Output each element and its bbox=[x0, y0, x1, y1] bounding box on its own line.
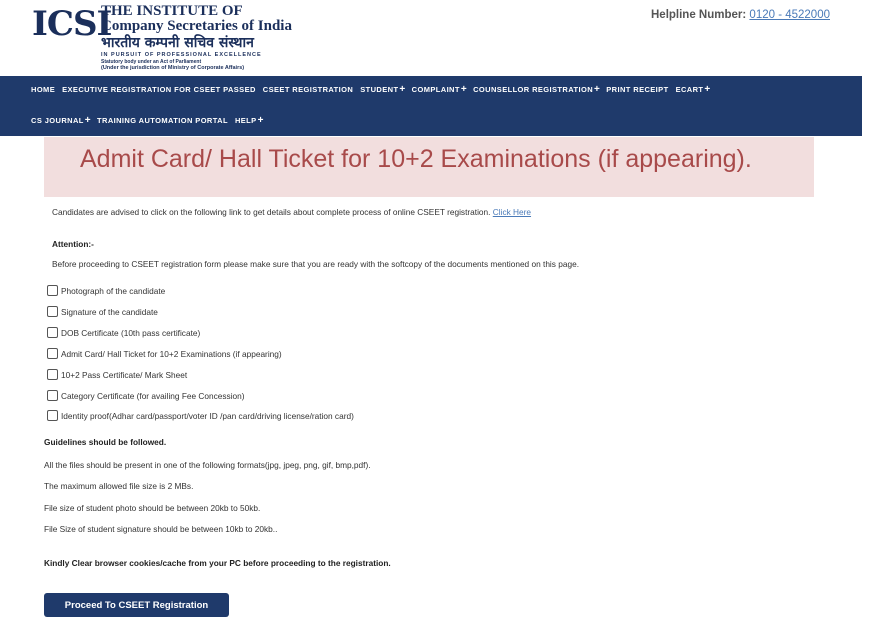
checkbox-photograph[interactable] bbox=[47, 285, 58, 296]
document-label: Admit Card/ Hall Ticket for 10+2 Examinations (if appearing) bbox=[61, 348, 282, 359]
plus-icon: + bbox=[460, 83, 468, 95]
org-tagline: IN PURSUIT OF PROFESSIONAL EXCELLENCE bbox=[101, 52, 262, 58]
nav-item-training-automation-portal[interactable]: TRAINING AUTOMATION PORTAL bbox=[97, 115, 228, 125]
plus-icon: + bbox=[594, 83, 601, 95]
plus-icon: + bbox=[399, 83, 406, 95]
nav-item-complaint[interactable]: COMPLAINT+ bbox=[411, 83, 468, 95]
nav-item-counsellor-registration[interactable]: COUNSELLOR REGISTRATION+ bbox=[473, 83, 601, 95]
page-banner bbox=[44, 137, 814, 197]
proceed-to-cseet-registration-button[interactable]: Proceed To CSEET Registration bbox=[44, 593, 229, 617]
checkbox-signature[interactable] bbox=[47, 306, 58, 317]
org-line2: Company Secretaries of India bbox=[101, 18, 292, 34]
attention-text: Before proceeding to CSEET registration form please make sure that you are ready with the softcopy of the documents mentioned on this page. bbox=[52, 259, 579, 269]
org-hindi-name: भारतीय कम्पनी सचिव संस्थान bbox=[101, 35, 254, 51]
document-label: Category Certificate (for availing Fee Concession) bbox=[61, 390, 245, 401]
checkbox-dob-certificate[interactable] bbox=[47, 327, 58, 338]
nav-row-1 bbox=[31, 77, 717, 101]
document-label: DOB Certificate (10th pass certificate) bbox=[61, 327, 201, 338]
page-title: Admit Card/ Hall Ticket for 10+2 Examinations (if appearing). bbox=[80, 145, 752, 173]
icsi-logo[interactable]: ICSI bbox=[32, 4, 112, 44]
document-item bbox=[47, 285, 165, 296]
nav-item-help[interactable]: HELP+ bbox=[234, 114, 264, 126]
attention-heading: Attention:- bbox=[52, 239, 94, 249]
nav-item-ecart[interactable]: ECART+ bbox=[675, 83, 711, 95]
document-item bbox=[47, 390, 245, 401]
helpline-label: Helpline Number: bbox=[651, 9, 747, 21]
nav-row-2 bbox=[31, 108, 270, 132]
document-label: Photograph of the candidate bbox=[61, 285, 166, 296]
nav-item-student[interactable]: STUDENT+ bbox=[360, 83, 406, 95]
organization-name bbox=[101, 4, 351, 72]
org-statutory: Statutory body under an Act of Parliament bbox=[101, 59, 202, 65]
plus-icon: + bbox=[257, 114, 264, 126]
document-item bbox=[47, 306, 158, 317]
plus-icon: + bbox=[704, 83, 711, 95]
guideline-item: All the files should be present in one of the following formats(jpg, jpeg, png, gif, bmp,pdf). bbox=[44, 460, 371, 470]
checkbox-identity-proof[interactable] bbox=[47, 410, 58, 421]
guideline-item: The maximum allowed file size is 2 MBs. bbox=[44, 481, 194, 491]
nav-item-cs-journal[interactable]: CS JOURNAL+ bbox=[31, 114, 92, 126]
helpline bbox=[651, 9, 830, 21]
document-item bbox=[47, 348, 282, 359]
checkbox-admit-card[interactable] bbox=[47, 348, 58, 359]
org-line1: THE INSTITUTE OF bbox=[101, 3, 243, 19]
document-label: Identity proof(Adhar card/passport/voter ID /pan card/driving license/ration card) bbox=[61, 410, 354, 421]
document-item bbox=[47, 369, 187, 380]
guidelines-heading: Guidelines should be followed. bbox=[44, 437, 167, 447]
helpline-number-link[interactable]: 0120 - 4522000 bbox=[749, 9, 830, 21]
org-ministry: (Under the jurisdiction of Ministry of Corporate Affairs) bbox=[101, 65, 245, 71]
nav-item-home[interactable]: HOME bbox=[31, 84, 56, 94]
document-label: Signature of the candidate bbox=[61, 306, 158, 317]
nav-item-executive-registration[interactable]: EXECUTIVE REGISTRATION FOR CSEET PASSED bbox=[62, 84, 256, 94]
cookies-note: Kindly Clear browser cookies/cache from your PC before proceeding to the registration. bbox=[44, 558, 391, 568]
nav-item-print-receipt[interactable]: PRINT RECEIPT bbox=[606, 84, 669, 94]
site-header bbox=[0, 0, 880, 76]
checkbox-category-certificate[interactable] bbox=[47, 390, 58, 401]
plus-icon: + bbox=[84, 114, 92, 126]
document-item bbox=[47, 410, 354, 421]
main-nav bbox=[0, 76, 862, 136]
guideline-item: File size of student photo should be between 20kb to 50kb. bbox=[44, 503, 261, 513]
document-label: 10+2 Pass Certificate/ Mark Sheet bbox=[61, 369, 188, 380]
nav-item-cseet-registration[interactable]: CSEET REGISTRATION bbox=[262, 84, 354, 94]
checkbox-pass-certificate[interactable] bbox=[47, 369, 58, 380]
document-item bbox=[47, 327, 200, 338]
intro-text: Candidates are advised to click on the following link to get details about complete process of online CSEET registration. Click Here bbox=[52, 207, 532, 217]
click-here-link[interactable]: Click Here bbox=[492, 207, 532, 217]
guideline-item: File Size of student signature should be between 10kb to 20kb.. bbox=[44, 524, 278, 534]
